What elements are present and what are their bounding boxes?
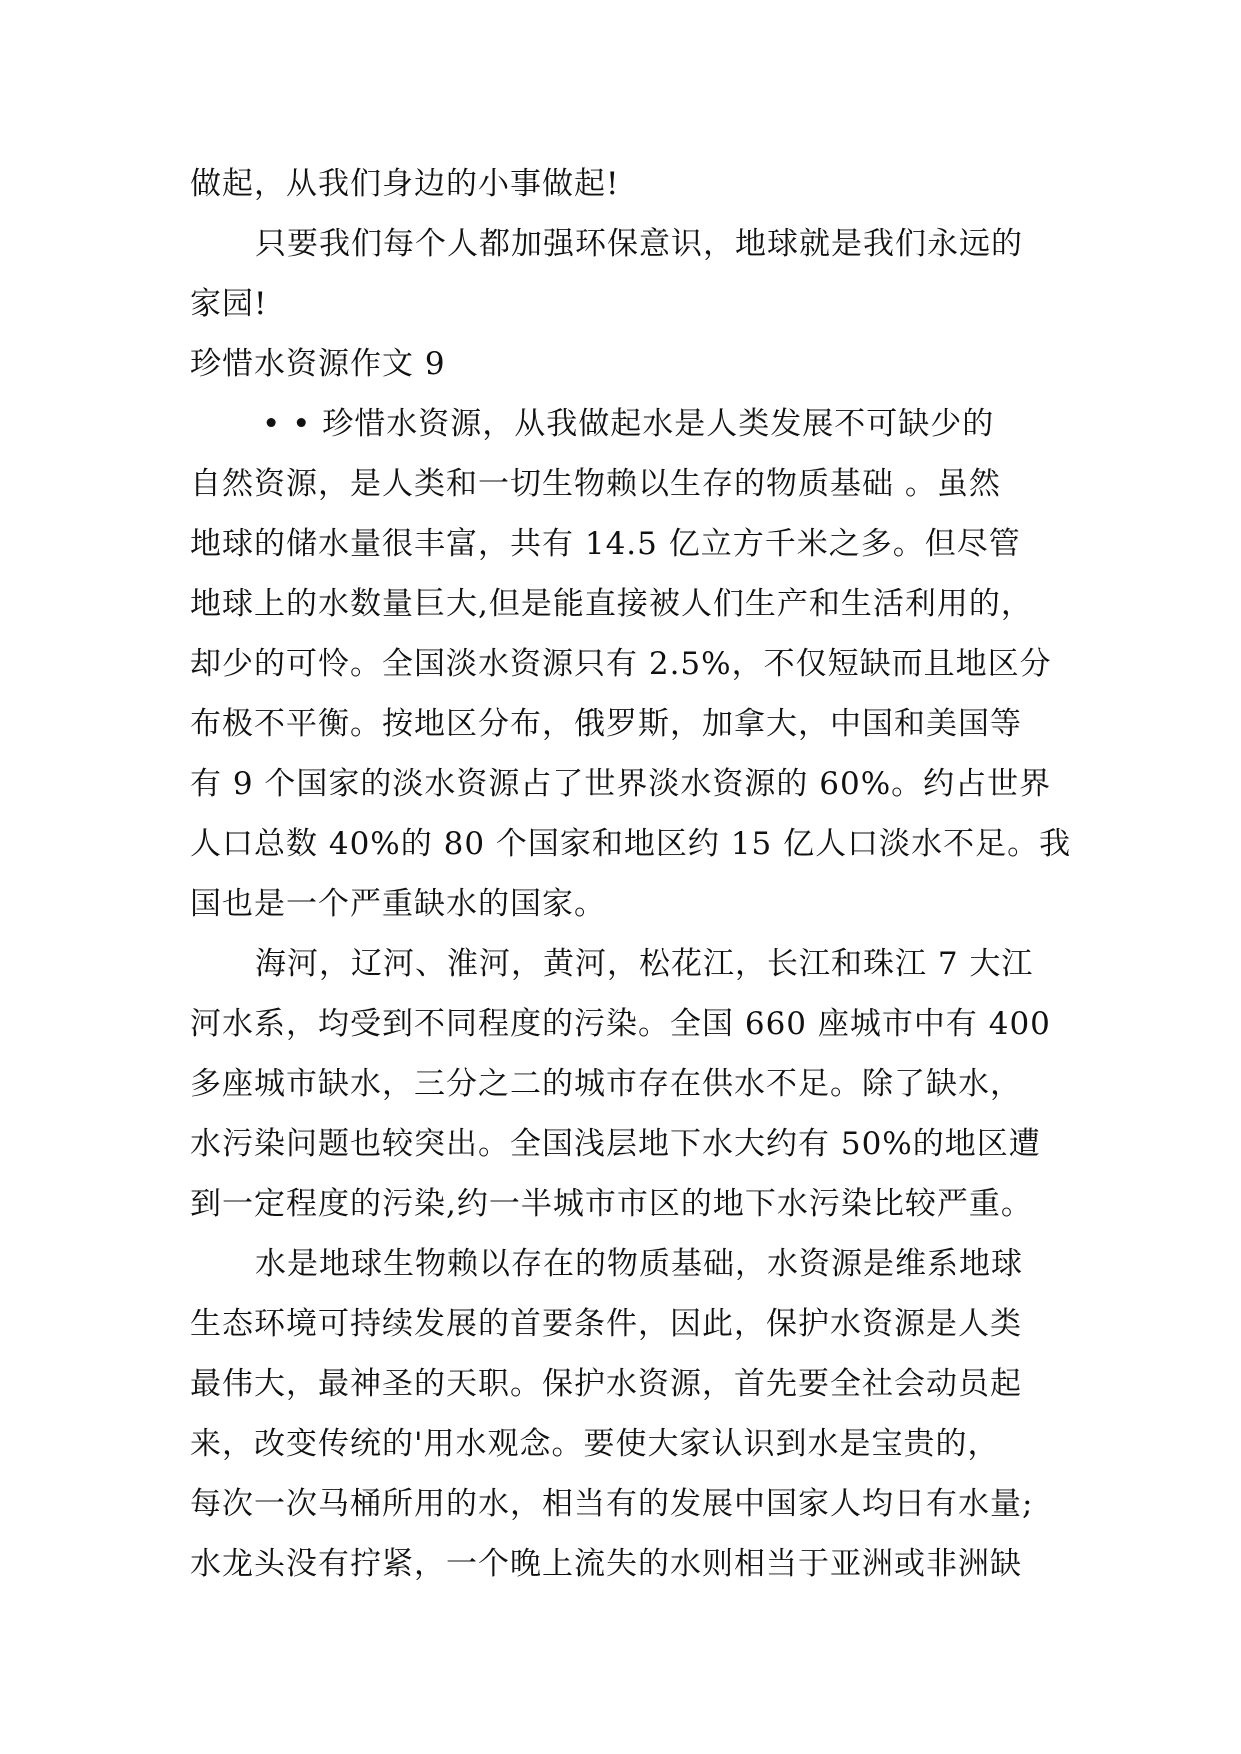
text-line: 却少的可怜。全国淡水资源只有 2.5%，不仅短缺而且地区分 (190, 646, 1052, 682)
text-line: 做起，从我们身边的小事做起! (190, 166, 620, 202)
text-line: 人口总数 40%的 80 个国家和地区约 15 亿人口淡水不足。我 (190, 826, 1072, 862)
text-line: 只要我们每个人都加强环保意识，地球就是我们永远的 (255, 226, 1023, 262)
text-line: 地球上的水数量巨大,但是能直接被人们生产和生活利用的， (190, 586, 1033, 622)
text-line: 海河，辽河、淮河，黄河，松花江，长江和珠江 7 大江 (255, 946, 1034, 982)
text-line: 自然资源，是人类和一切生物赖以生存的物质基础 。虽然 (190, 466, 1001, 502)
text-line: 每次一次马桶所用的水，相当有的发展中国家人均日有水量; (190, 1486, 1034, 1522)
text-line: 最伟大，最神圣的天职。保护水资源，首先要全社会动员起 (190, 1366, 1022, 1402)
text-line: 水是地球生物赖以存在的物质基础，水资源是维系地球 (255, 1246, 1023, 1282)
text-line: 家园! (190, 286, 268, 322)
text-line: 布极不平衡。按地区分布，俄罗斯，加拿大，中国和美国等 (190, 706, 1022, 742)
text-line: 来，改变传统的'用水观念。要使大家认识到水是宝贵的， (190, 1426, 1000, 1462)
text-line: • • 珍惜水资源，从我做起水是人类发展不可缺少的 (262, 406, 995, 442)
text-line: 河水系，均受到不同程度的污染。全国 660 座城市中有 400 (190, 1006, 1051, 1042)
text-line: 水污染问题也较突出。全国浅层地下水大约有 50%的地区遭 (190, 1126, 1041, 1162)
text-line: 地球的储水量很丰富，共有 14.5 亿立方千米之多。但尽管 (190, 526, 1021, 562)
text-line: 多座城市缺水，三分之二的城市存在供水不足。除了缺水， (190, 1066, 1022, 1102)
section-heading: 珍惜水资源作文 9 (190, 346, 446, 382)
text-line: 生态环境可持续发展的首要条件，因此，保护水资源是人类 (190, 1306, 1022, 1342)
text-line: 水龙头没有拧紧，一个晚上流失的水则相当于亚洲或非洲缺 (190, 1546, 1022, 1582)
text-line: 到一定程度的污染,约一半城市市区的地下水污染比较严重。 (190, 1186, 1033, 1222)
text-line: 国也是一个严重缺水的国家。 (190, 886, 606, 922)
text-line: 有 9 个国家的淡水资源占了世界淡水资源的 60%。约占世界 (190, 766, 1052, 802)
